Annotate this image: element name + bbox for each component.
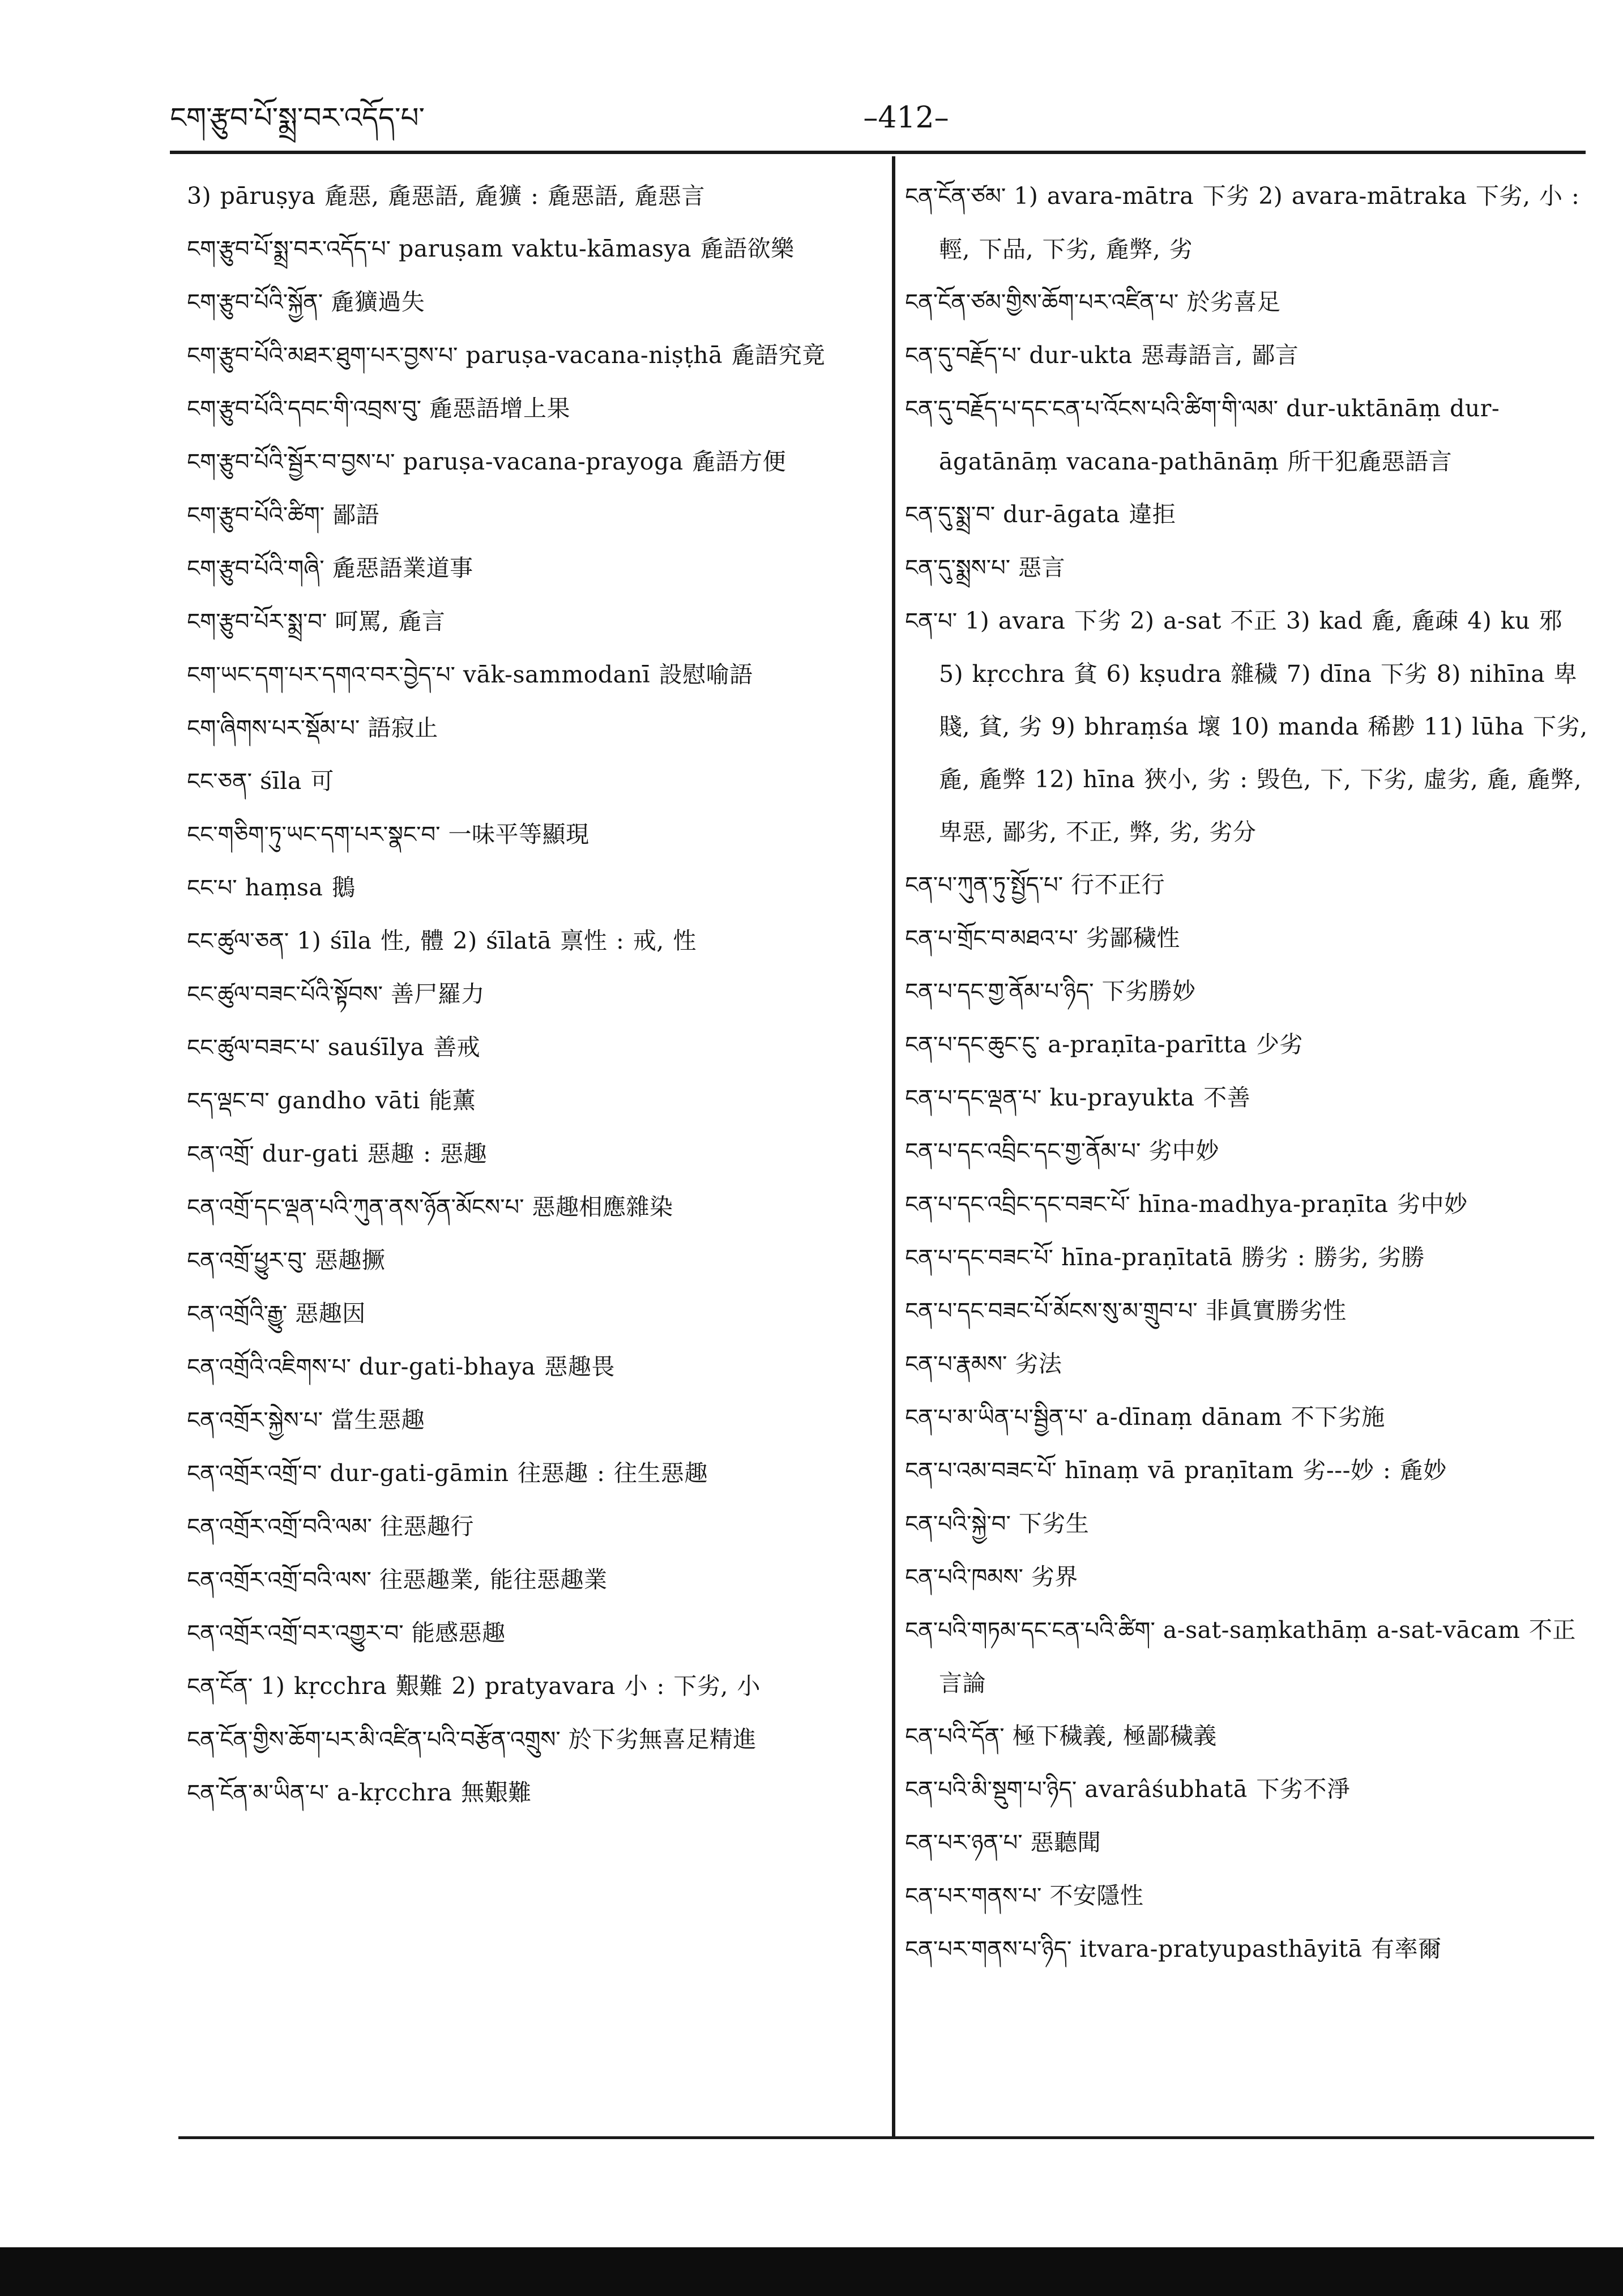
tibetan-headword: ངན་འགྲོར་འགྲོ་བར་འགྱུར་བ་ <box>187 1620 404 1646</box>
entry-definition: 劣法 <box>1015 1350 1062 1377</box>
dictionary-entry <box>187 1394 875 1447</box>
tibetan-headword: ངད་ལྡང་བ་ <box>187 1088 270 1114</box>
entry-definition: 1) kṛcchra 艱難 2) pratyavara 小 : 下劣, 小 <box>260 1672 761 1700</box>
entry-definition: dur-ukta 惡毒語言, 鄙言 <box>1029 342 1299 369</box>
dictionary-entry <box>187 968 875 1021</box>
entry-definition: 劣鄙穢性 <box>1086 924 1180 951</box>
dictionary-entry <box>905 1604 1590 1710</box>
dictionary-entry <box>187 1287 875 1341</box>
entry-definition: dur-uktānāṃ dur-āgatānāṃ vacana-pathānāṃ 所干犯麁惡語言 <box>939 395 1500 475</box>
tibetan-headword: ངན་པ་དང་འབྲིང་དང་བཟང་པོ་ <box>905 1192 1130 1218</box>
entry-definition: a-kṛcchra 無艱難 <box>336 1779 532 1806</box>
entry-definition: 當生惡趣 <box>331 1406 425 1433</box>
entry-definition: 麁惡語增上果 <box>429 395 571 422</box>
entry-definition: 語寂止 <box>368 714 438 741</box>
tibetan-headword: ངན་འགྲོར་འགྲོ་བའི་ལས་ <box>187 1567 371 1593</box>
entry-definition: vāk-sammodanī 設慰喻語 <box>463 661 753 688</box>
dictionary-entry <box>187 1341 875 1394</box>
entry-definition: dur-gati 惡趣 : 惡趣 <box>262 1140 488 1167</box>
dictionary-entry <box>905 1710 1590 1763</box>
dictionary-entry <box>905 1551 1590 1604</box>
tibetan-headword: ངན་པ་དང་ལྡན་པ་ <box>905 1085 1042 1111</box>
footer-rule <box>178 2136 1594 2139</box>
dictionary-entry <box>187 489 875 542</box>
dictionary-entry <box>187 915 875 968</box>
entry-definition: 不安隱性 <box>1049 1882 1144 1909</box>
dictionary-entry <box>905 859 1590 912</box>
tibetan-headword: ངག་རྩུབ་པོའི་མཐར་ཐུག་པར་བྱས་པ་ <box>187 343 458 369</box>
entry-definition: 惡言 <box>1018 554 1066 581</box>
dictionary-entry <box>187 1128 875 1181</box>
tibetan-headword: ངན་འགྲོ་ <box>187 1141 254 1167</box>
tibetan-headword: ངན་ངོན་གྱིས་ཆོག་པར་མི་འཛིན་པའི་བརྩོན་འགྲུས་ <box>187 1727 561 1753</box>
dictionary-entry <box>905 595 1590 859</box>
entry-definition: 極下穢義, 極鄙穢義 <box>1012 1722 1217 1749</box>
tibetan-headword: ངན་འགྲོར་འགྲོ་བའི་ལམ་ <box>187 1514 372 1540</box>
entry-definition: haṃsa 鵝 <box>245 874 356 901</box>
dictionary-entry <box>187 1554 875 1607</box>
tibetan-headword: ངན་པ་འམ་བཟང་པོ་ <box>905 1458 1057 1484</box>
tibetan-headword: ངན་པའི་ཁམས་ <box>905 1564 1023 1590</box>
entry-definition: hīna-madhya-praṇīta 劣中妙 <box>1138 1190 1468 1218</box>
dictionary-entry <box>187 1713 875 1766</box>
tibetan-headword: ངང་ཚུལ་ཅན་ <box>187 928 289 954</box>
entry-definition: 於劣喜足 <box>1186 288 1281 315</box>
entry-definition: paruṣa-vacana-niṣṭhā 麁語究竟 <box>465 342 826 369</box>
tibetan-headword: ངན་འགྲོར་འགྲོ་བ་ <box>187 1461 322 1487</box>
tibetan-headword: ངན་པར་གནས་པ་ཉིད་ <box>905 1936 1072 1962</box>
dictionary-entry <box>905 1125 1590 1178</box>
tibetan-headword: ངན་དུ་བརྗོད་པ་ <box>905 343 1022 369</box>
tibetan-headword: ངན་པ་གྲོང་བ་མཐའ་པ་ <box>905 925 1078 951</box>
entry-definition: 鄙語 <box>332 501 380 528</box>
entry-definition: gandho vāti 能薰 <box>277 1087 476 1114</box>
dictionary-entry <box>187 1021 875 1074</box>
dictionary-entry <box>905 912 1590 965</box>
entry-definition: 麁獷過失 <box>331 288 425 315</box>
tibetan-headword: ངན་པ་དང་འབྲིང་དང་གྱ་ནོམ་པ་ <box>905 1138 1141 1164</box>
dictionary-entry <box>187 436 875 489</box>
dictionary-entry <box>905 1018 1590 1072</box>
right-column <box>905 170 1590 2129</box>
dictionary-entry <box>905 1763 1590 1816</box>
entry-definition: 麁惡語業道事 <box>332 554 473 582</box>
tibetan-headword: ངན་པའི་མི་སྡུག་པ་ཉིད་ <box>905 1777 1077 1803</box>
tibetan-headword: ངག་རྩུབ་པོའི་གཞི་ <box>187 556 324 582</box>
entry-definition: 1) avara-mātra 下劣 2) avara-mātraka 下劣, 小 : 輕, 下品, 下劣, 麁弊, 劣 <box>939 182 1580 263</box>
entry-definition: 惡趣相應雜染 <box>532 1193 673 1220</box>
entry-definition: 劣中妙 <box>1148 1137 1219 1164</box>
entry-definition: a-praṇīta-parītta 少劣 <box>1048 1031 1303 1058</box>
dictionary-entry <box>187 276 875 329</box>
entry-definition: dur-gati-bhaya 惡趣畏 <box>358 1353 615 1380</box>
tibetan-headword: ངག་ཞིགས་པར་སྡོམ་པ་ <box>187 715 360 741</box>
entry-definition: 於下劣無喜足精進 <box>568 1726 757 1753</box>
tibetan-headword: ངན་འགྲོའི་འཇིགས་པ་ <box>187 1354 351 1380</box>
entry-definition: ku-prayukta 不善 <box>1049 1084 1251 1111</box>
tibetan-headword: ངན་པར་གནས་པ་ <box>905 1883 1042 1909</box>
dictionary-entry <box>187 1766 875 1820</box>
entry-definition: 1) śīla 性, 體 2) śīlatā 禀性 : 戒, 性 <box>297 927 697 954</box>
dictionary-entry <box>187 382 875 436</box>
tibetan-headword: ངན་ངོན་ཙམ་ <box>905 183 1006 210</box>
column-divider <box>892 156 895 2139</box>
tibetan-headword: ངང་གཅིག་ཏུ་ཡང་དག་པར་སྣང་བ་ <box>187 822 441 848</box>
entry-definition: avarâśubhatā 下劣不淨 <box>1084 1776 1351 1803</box>
dictionary-entry <box>187 223 875 276</box>
entry-definition: 呵罵, 麁言 <box>335 608 446 635</box>
dictionary-entry <box>187 170 875 223</box>
tibetan-headword: ངན་དུ་བརྗོད་པ་དང་ངན་པ་འོངས་པའི་ཚིག་གི་ལམ་ <box>905 396 1279 422</box>
tibetan-headword: ངན་པ་དང་གྱ་ནོམ་པ་ཉིད་ <box>905 979 1094 1005</box>
entry-definition: 往惡趣業, 能往惡趣業 <box>379 1566 608 1593</box>
tibetan-headword: ངན་པ་དང་བཟང་པོ་ <box>905 1245 1053 1271</box>
tibetan-headword: ངན་པ་རྣམས་ <box>905 1351 1007 1377</box>
dictionary-entry <box>187 1607 875 1660</box>
tibetan-headword: ངན་འགྲོར་སྐྱེས་པ་ <box>187 1407 323 1433</box>
dictionary-entry <box>187 1447 875 1500</box>
tibetan-headword: ངག་རྩུབ་པོར་སྨྲ་བ་ <box>187 609 327 635</box>
running-head: ངག་རྩུབ་པོ་སྨྲ་བར་འདོད་པ་ <box>170 101 425 134</box>
tibetan-headword: ངན་འགྲོའི་རྒྱུ་ <box>187 1301 288 1327</box>
dictionary-entry <box>905 1178 1590 1231</box>
entry-definition: 惡聽聞 <box>1030 1829 1101 1856</box>
tibetan-headword: ངན་པ་ཀུན་ཏུ་སྤྱོད་པ་ <box>905 872 1064 898</box>
tibetan-headword: ངག་རྩུབ་པོའི་དབང་གི་འབྲས་བུ་ <box>187 396 422 422</box>
tibetan-headword: ངག་ཡང་དག་པར་དགའ་བར་བྱེད་པ་ <box>187 662 455 688</box>
entry-definition: 非眞實勝劣性 <box>1205 1297 1347 1324</box>
dictionary-entry <box>905 1444 1590 1497</box>
entry-definition: paruṣam vaktu-kāmasya 麁語欲樂 <box>399 235 795 262</box>
tibetan-headword: ངག་རྩུབ་པོའི་ཚིག་ <box>187 502 325 528</box>
dictionary-entry <box>905 329 1590 382</box>
entry-definition: 3) pāruṣya 麁惡, 麁惡語, 麁獷 : 麁惡語, 麁惡言 <box>187 182 706 210</box>
entry-definition: 惡趣因 <box>295 1300 366 1327</box>
entry-definition: 劣界 <box>1031 1563 1078 1590</box>
entry-definition: a-sat-saṃkathāṃ a-sat-vācam 不正言論 <box>939 1616 1576 1697</box>
tibetan-headword: ངན་འགྲོ་དང་ལྡན་པའི་ཀུན་ནས་ཉོན་མོངས་པ་ <box>187 1194 524 1220</box>
entry-definition: paruṣa-vacana-prayoga 麁語方便 <box>403 448 787 475</box>
page-number: –412– <box>863 101 949 135</box>
tibetan-headword: ངག་རྩུབ་པོའི་སྐྱོན་ <box>187 289 323 315</box>
dictionary-entry <box>905 1072 1590 1125</box>
scan-edge-band <box>0 2247 1623 2296</box>
dictionary-entry <box>187 648 875 702</box>
dictionary-entry <box>905 382 1590 488</box>
tibetan-headword: ངན་པར་ཉན་པ་ <box>905 1830 1023 1856</box>
tibetan-headword: ངན་པའི་སྐྱེ་བ་ <box>905 1511 1011 1537</box>
entry-definition: dur-gati-gāmin 往惡趣 : 往生惡趣 <box>330 1459 708 1487</box>
dictionary-entry <box>905 276 1590 329</box>
tibetan-headword: ངན་པ་མ་ཡིན་པ་སྦྱིན་པ་ <box>905 1405 1088 1431</box>
dictionary-entry <box>905 1338 1590 1391</box>
header-rule <box>170 151 1586 154</box>
tibetan-headword: ངན་ངོན་ <box>187 1674 253 1700</box>
entry-definition: hīna-praṇītatā 勝劣 : 勝劣, 劣勝 <box>1061 1244 1425 1271</box>
tibetan-headword: ངན་ངོན་ཙམ་གྱིས་ཆོག་པར་འཛིན་པ་ <box>905 289 1179 315</box>
dictionary-entry <box>187 861 875 915</box>
page-header <box>170 95 1586 140</box>
dictionary-entry <box>187 702 875 755</box>
dictionary-entry <box>905 541 1590 595</box>
entry-definition: dur-āgata 違拒 <box>1003 501 1176 528</box>
tibetan-headword: ངག་རྩུབ་པོའི་སྦྱོར་བ་བྱས་པ་ <box>187 449 395 475</box>
dictionary-entry <box>187 595 875 648</box>
tibetan-headword: ངན་ངོན་མ་ཡིན་པ་ <box>187 1780 329 1806</box>
entry-definition: 1) avara 下劣 2) a-sat 不正 3) kad 麁, 麁疎 4) ku 邪 5) kṛcchra 貧 6) kṣudra 雜穢 7) dīna 下劣 8) nihīna 卑賤, 貧, 劣 9) bhraṃśa 壞 10) manda 稀尠 11) lūha 下劣, 麁, 麁弊 12) hīna 狹小, 劣 : 毁色, 下, 下劣, 虛劣, 麁, 麁弊, 卑惡, 鄙劣, 不正, 弊, 劣, 劣分 <box>939 607 1588 846</box>
dictionary-entry <box>187 1500 875 1554</box>
tibetan-headword: ངན་པའི་དོན་ <box>905 1723 1005 1749</box>
dictionary-entry <box>905 1497 1590 1551</box>
dictionary-entry <box>905 1391 1590 1444</box>
entry-definition: a-dīnaṃ dānam 不下劣施 <box>1095 1403 1385 1431</box>
dictionary-entry <box>905 1284 1590 1338</box>
tibetan-headword: ངང་ཚུལ་བཟང་པོའི་སྟོབས་ <box>187 981 383 1008</box>
tibetan-headword: ངང་པ་ <box>187 875 237 901</box>
entry-definition: sauśīlya 善戒 <box>327 1034 481 1061</box>
tibetan-headword: ངག་རྩུབ་པོ་སྨྲ་བར་འདོད་པ་ <box>187 236 391 262</box>
dictionary-entry <box>905 1923 1590 1976</box>
entry-definition: 下劣生 <box>1018 1510 1090 1537</box>
dictionary-entry <box>187 542 875 595</box>
dictionary-entry <box>905 1231 1590 1284</box>
tibetan-headword: ངན་དུ་སྨྲ་བ་ <box>905 502 996 528</box>
dictionary-entry <box>905 488 1590 541</box>
dictionary-entry <box>905 1870 1590 1923</box>
tibetan-headword: ངན་དུ་སྨྲས་པ་ <box>905 555 1011 581</box>
entry-definition: 善尸羅力 <box>391 980 485 1008</box>
entry-definition: itvara-pratyupasthāyitā 有率爾 <box>1079 1935 1442 1962</box>
entry-definition: 行不正行 <box>1071 871 1165 898</box>
dictionary-entry <box>187 329 875 382</box>
entry-definition: 下劣勝妙 <box>1101 978 1196 1005</box>
dictionary-entry <box>905 965 1590 1018</box>
tibetan-headword: ངང་ཚུལ་བཟང་པ་ <box>187 1035 320 1061</box>
tibetan-headword: ངན་པ་ <box>905 608 958 634</box>
tibetan-headword: ངང་ཅན་ <box>187 769 253 795</box>
tibetan-headword: ངན་འགྲོ་ཕྱུར་བུ་ <box>187 1248 307 1274</box>
entry-definition: 能感惡趣 <box>411 1619 506 1646</box>
dictionary-entry <box>187 1234 875 1287</box>
dictionary-entry <box>905 1816 1590 1870</box>
tibetan-headword: ངན་པའི་གཏམ་དང་ངན་པའི་ཚིག་ <box>905 1618 1155 1644</box>
entry-definition: hīnaṃ vā praṇītam 劣---妙 : 麁妙 <box>1064 1457 1447 1484</box>
left-column <box>187 170 875 2129</box>
dictionary-entry <box>905 170 1590 276</box>
dictionary-entry <box>187 1181 875 1234</box>
dictionary-entry <box>187 1660 875 1713</box>
tibetan-headword: ངན་པ་དང་ཆུང་ངུ་ <box>905 1032 1040 1058</box>
dictionary-entry <box>187 808 875 861</box>
dictionary-entry <box>187 755 875 808</box>
dictionary-entry <box>187 1074 875 1128</box>
entry-definition: 一味平等顯現 <box>448 821 590 848</box>
tibetan-headword: ངན་པ་དང་བཟང་པོ་མོངས་སུ་མ་གྲུབ་པ་ <box>905 1298 1198 1324</box>
entry-definition: 惡趣撅 <box>314 1247 386 1274</box>
entry-definition: śīla 可 <box>260 767 334 795</box>
entry-definition: 往惡趣行 <box>379 1513 474 1540</box>
